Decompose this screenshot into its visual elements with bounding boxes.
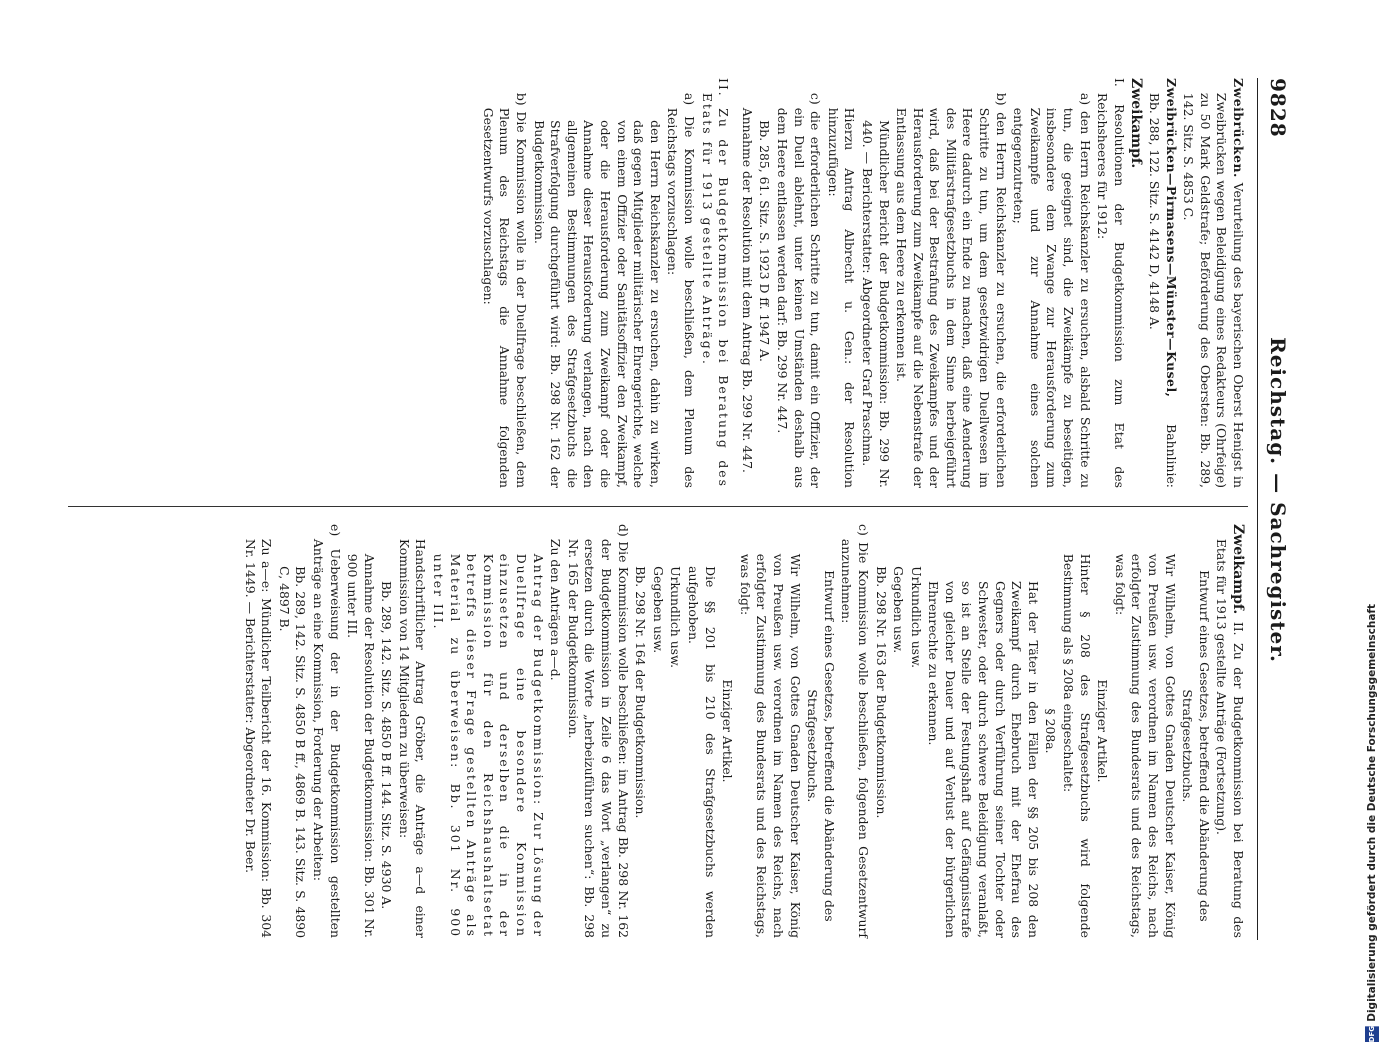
amendment-note: Hierzu Antrag Albrecht u. Gen.: der Resolution hinzuzufügen:: [825, 107, 858, 488]
resolution-item: c) die erforderlichen Schritte zu tun, damit ein Offizier, der ein Duell ablehnt, unter keinen Umständen deshalb aus dem Heere entlassen werden darf: Bb. 299 Nr. 447.: [774, 92, 824, 488]
report-reference: Zu a—e: Mündlicher Teilbericht der 16. Kommission: Bb. 304 Nr. 1449. — Berichterstatter: Abgeordneter Dr. Beer.: [242, 538, 275, 938]
entry-text: II. Zu der Budgetkommission bei Beratung des Etats für 1913 gestellte Anträge (Fortsetzung).: [1214, 538, 1246, 938]
entry-zweibruecken-bahnlinie: [1145, 78, 1178, 488]
enactment-formula: Wir Wilhelm, von Gottes Gnaden Deutscher Kaiser, König von Preußen usw. verordnen im Namen des Reichs, nach erfolgter Zustimmung des Bundesrats und des Reichstags, was folgt:: [1112, 553, 1178, 938]
report-reference: Mündlicher Bericht der Budgetkommission: Bb. 299 Nr. 440. — Berichterstatter: Abgeordneter Graf Praschma.: [859, 120, 892, 488]
article-heading: Einziger Artikel.: [720, 679, 736, 783]
adoption-note: Annahme der Resolution der Budgetkommission: Bb. 301 Nr. 900 unter III.: [345, 553, 377, 938]
page-number: 9828: [1266, 78, 1290, 138]
motion-item: a) Die Kommission wolle beschließen, dem Plenum des Reichstags vorzuschlagen:: [665, 92, 697, 488]
motion-item: d) Die Kommission wolle beschließen: im Antrag Bb. 298 Nr. 162 der Budgetkommission in Zeile 6 das Wort „verlangen“ zu ersetzen durch die Worte „herbeizuführen suchen“: Bb. 298 Nr. 165 der Budgetkommission.: [565, 524, 631, 938]
closing-formula: Urkundlich usw.: [908, 566, 924, 669]
motion-item: e) Ueberweisung der in der Budgetkommission gestellten Anträge an eine Kommission, Forderung der Arbeiten:: [310, 524, 343, 938]
spacer: [731, 78, 737, 488]
digitization-credit: [1364, 604, 1380, 1042]
session-reference: Bb. 289, 142. Sitz. S. 4850 B ff. 144. Sitz. S. 4930 A.: [379, 581, 395, 910]
motion-item: c) Die Kommission wolle beschließen, folgenden Gesetzentwurf anzunehmen:: [839, 524, 871, 938]
section-heading: I. Resolutionen der Budgetkommission zum Etat des Reichsheeres für 1912:: [1095, 78, 1127, 488]
document-reference: Bb. 298 Nr. 164 der Budgetkommission.: [633, 566, 649, 819]
entry-keyword: Zweibrücken.: [1231, 78, 1246, 178]
entry-text: Bahnlinie: Bb. 288, 122. Sitz. S. 4142 D, 4148 A.: [1147, 92, 1179, 488]
resolution-item: a) den Herrn Reichskanzler zu ersuchen, alsbald Schritte zu tun, die geeignet sind, die Zweikämpfe zu beseitigen, insbesondere dem Zwange zur Herausforderung zum Zweikampfe und zur Annahme eines solchen entgegenzutreten;: [1011, 92, 1093, 488]
committee-motion: Antrag der Budgetkommission: Zur Lösung der Duellfrage eine besondere Kommission einzusetzen und derselben die in der Kommission für den Reichshaushaltsetat betreffs dieser Frage gestellten Anträge als Material zu überweisen: Bb. 301 Nr. 900 unter III.: [431, 553, 546, 938]
resolution-item: b) den Herrn Reichskanzler zu ersuchen, die erforderlichen Schritte zu tun, um dem gesetzwidrigen Duellwesen im Heere dadurch ein Ende zu machen, daß eine Aenderung des Militärstrafgesetzbuchs in dem Sinne herbeigeführt wird, daß bei der Bestrafung des Zweikampfes und der Herausforderung zum Zweikampfe auf die Nebenstrafe der Entlassung aus dem Heere zu erkennen ist.: [894, 92, 1009, 488]
paragraph-number: § 208a.: [1043, 708, 1059, 754]
section-heading: II. Zu der Budgetkommission bei Beratung des Etats für 1913 gestellte Anträge.: [699, 78, 732, 488]
column-divider: [68, 506, 1248, 507]
subheading: Zu den Anträgen a—d.: [548, 538, 564, 681]
right-column: [240, 524, 1246, 938]
entry-keyword: Zweikampf.: [1230, 524, 1246, 615]
document-reference: Bb. 298 Nr. 163 der Budgetkommission.: [873, 566, 889, 819]
draft-law-title: Entwurf eines Gesetzes, betreffend die Abänderung des Strafgesetzbuchs.: [805, 570, 837, 922]
entry-zweikampf: [1128, 78, 1145, 488]
closing-formula: Urkundlich usw.: [668, 566, 684, 669]
motion-item: b) Die Kommission wolle in der Duellfrage beschließen, dem Plenum des Reichstags die Annahme folgenden Gesetzentwurfs vorzuschlagen:: [480, 92, 530, 488]
adoption-note: Annahme der Resolution mit dem Antrag Bb. 299 Nr. 447.: [739, 107, 755, 473]
session-reference: Bb. 289, 142. Sitz. S. 4850 B ff., 4869 B. 143. Sitz. S. 4890 C, 4897 B.: [276, 566, 309, 938]
entry-zweikampf-continued: [1213, 524, 1246, 938]
credit-text: Digitalisierung gefördert durch die Deutsche Forschungsgemeinschaft: [1366, 604, 1378, 1022]
article-text: Hinter § 208 des Strafgesetzbuchs wird folgende Bestimmung als § 208a eingeschaltet:: [1061, 553, 1093, 938]
header-rule: [1257, 78, 1258, 940]
paragraph-text: Hat der Täter in den Fällen der §§ 205 bis 208 den Zweikampf durch Ehebruch mit der Ehefrau des Gegners oder durch Verführung seiner Tochter oder Schwester, oder durch schwere Beleidigung veranlaßt, so ist an Stelle der Festungshaft auf Gefängnisstrafe von gleicher Dauer und auf Verlust der bürgerlichen Ehrenrechte zu erkennen.: [926, 581, 1041, 938]
running-head: Reichstag. — Sachregister.: [1266, 337, 1290, 663]
dfg-logo-icon: DFG: [1365, 1026, 1379, 1042]
handwritten-motion: Handschriftlicher Antrag Gröber, die Anträge a—d einer Kommission von 14 Mitgliedern zu überweisen:: [396, 538, 429, 938]
entry-text: Verurteilung des bayerischen Oberst Henigst in Zweibrücken wegen Beleidigung eines Redakteurs (Ohrfeige) zu 50 Mark Geldstrafe; Beförderung des Obersten: Bb. 289, 142. Sitz. S. 4853 C.: [1181, 92, 1246, 488]
entry-keyword: Zweibrücken—Pirmasens—Münster—Kusel,: [1163, 78, 1179, 398]
article-heading: Einziger Artikel.: [1095, 679, 1111, 783]
article-text: Die §§ 201 bis 210 des Strafgesetzbuchs werden aufgehoben.: [686, 566, 718, 938]
entry-keyword: Zweikampf.: [1128, 78, 1145, 169]
motion-text: den Herrn Reichskanzler zu ersuchen, dahin zu wirken, daß gegen Mitglieder militärischer Ehrengerichte, welche von einem Offizier oder Sanitätsoffizier den Zweikampf, oder die Herausforderung zum Zweikampf oder die Annahme dieser Herausforderung verlangen, nach den allgemeinen Bestimmungen des Strafgesetzbuchs die Strafverfolgung durchgeführt wird: Bb. 298 Nr. 162 der Budgetkommission.: [531, 120, 663, 488]
draft-law-title: Entwurf eines Gesetzes, betreffend die Abänderung des Strafgesetzbuchs.: [1180, 570, 1212, 922]
entry-zweibruecken: [1180, 78, 1246, 488]
closing-formula: Gegeben usw.: [891, 566, 907, 654]
closing-formula: Gegeben usw.: [650, 566, 666, 654]
left-column: [478, 78, 1246, 488]
session-reference: Bb. 285, 61. Sitz. S. 1923 D ff. 1947 A.: [757, 120, 773, 362]
document-page: [10, 0, 1310, 1000]
enactment-formula: Wir Wilhelm, von Gottes Gnaden Deutscher Kaiser, König von Preußen usw. verordnen im Namen des Reichs, nach erfolgter Zustimmung des Bundesrats und des Reichstags, was folgt:: [737, 553, 803, 938]
